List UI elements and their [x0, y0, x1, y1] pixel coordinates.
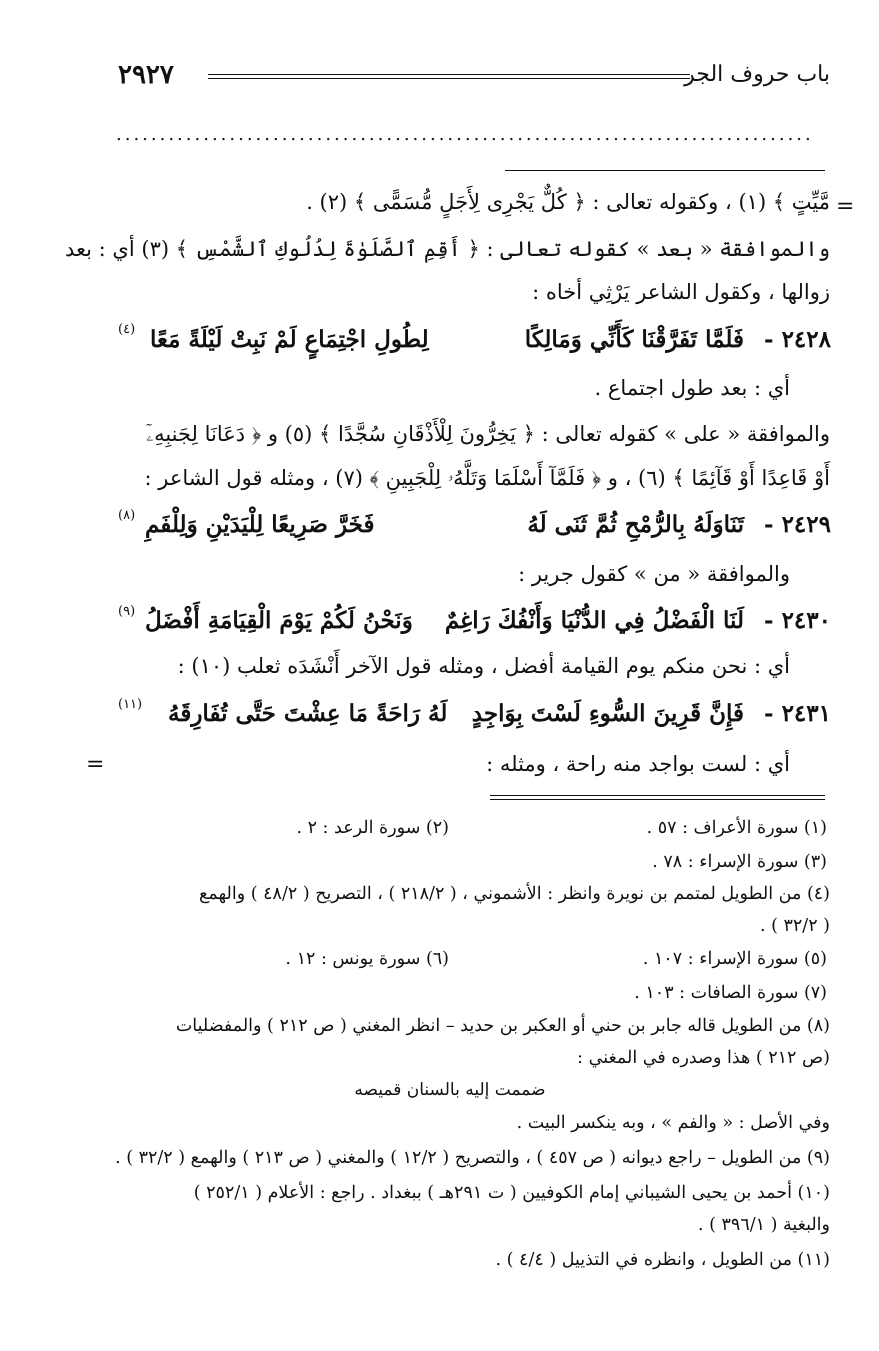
- running-header: [110, 62, 830, 92]
- body-line-3: زوالها ، وكقول الشاعر يَرْثِي أخاه :: [532, 280, 830, 304]
- top-rule: [505, 170, 825, 171]
- footnote-3: (٣) سورة الإسراء : ٧٨ .: [652, 852, 827, 872]
- footnote-1: (١) سورة الأعراف : ٥٧ .: [646, 818, 827, 838]
- verse-number: ٢٤٢٨ -: [764, 326, 831, 353]
- body-line-11: أي : نحن منكم يوم القيامة أفضل ، ومثله قول الآخر أَنْشَدَه ثعلب (١٠) :: [177, 654, 790, 678]
- verse-number: ٢٤٣٠ -: [764, 607, 831, 634]
- footnote-11: (١١) من الطويل ، وانظره في التذييل ( ٤/٤ ) .: [495, 1250, 830, 1270]
- body-line-13: أي : لست بواجد منه راحة ، ومثله :: [486, 752, 790, 776]
- dotted-separator: ................................................................................: [116, 124, 814, 145]
- verse-hemistich-1: لَنَا الْفَضْلُ فِي الدُّنْيَا وَأَنْفُكَ رَاغِمٌ: [444, 607, 744, 634]
- footnote-9: (٩) من الطويل – راجع ديوانه ( ص ٤٥٧ ) ، والتصريح ( ١٢/٢ ) والمغني ( ص ٢١٣ ) والهمع ( ٣٢/٢ ) .: [115, 1148, 830, 1168]
- chapter-title: باب حروف الجر: [684, 62, 830, 87]
- body-line-5: أي : بعد طول اجتماع .: [594, 376, 790, 400]
- footnote-8-cont: (ص ٢١٢ ) هذا وصدره في المغني :: [577, 1048, 830, 1068]
- footnote-rule: [490, 795, 825, 800]
- footnote-4-cont: ( ٣٢/٢ ) .: [759, 916, 830, 936]
- continuation-mark: =: [86, 752, 105, 777]
- footnote-6: (٦) سورة يونس : ١٢ .: [285, 949, 449, 969]
- verse-hemistich-2: وَنَحْنُ لَكُمْ يَوْمَ الْقِيَامَةِ أَفْضَلُ: [145, 607, 413, 634]
- verse-hemistich-1: فَلَمَّا تَفَرَّقْنَا كَأَنِّي وَمَالِكًا: [524, 326, 744, 353]
- body-line-2: والموافقة « بعد » كقوله تعالى : ﴿ أَقِمِ ٱلصَّلَوٰةَ لِدُلُوكِ ٱلشَّمْسِ ﴾ (٣) أي : بعد: [64, 237, 830, 261]
- footnote-ref: (٤): [118, 322, 136, 337]
- footnote-5: (٥) سورة الإسراء : ١٠٧ .: [642, 949, 827, 969]
- footnote-2: (٢) سورة الرعد : ٢ .: [296, 818, 449, 838]
- body-line-7: أَوْ قَاعِدًا أَوْ قَآئِمًا ﴾ (٦) ، و ﴿ فَلَمَّآ أَسْلَمَا وَتَلَّهُۥ لِلْجَبِينِ ﴾ (٧) ، ومثله قول الشاعر :: [144, 466, 830, 490]
- footnote-ref: (١١): [118, 697, 143, 712]
- footnote-4: (٤) من الطويل لمتمم بن نويرة وانظر : الأشموني ، ( ٢١٨/٢ ) ، التصريح ( ٤٨/٢ ) والهمع: [199, 884, 830, 904]
- body-line-6: والموافقة « على » كقوله تعالى : ﴿ يَخِرُّونَ لِلْأَذْقَانِ سُجَّدًا ﴾ (٥) و ﴿ دَعَانَا لِجَنبِهِۦٓ: [146, 422, 830, 446]
- body-line-1: مَّيِّتٍ ﴾ (١) ، وكقوله تعالى : ﴿ كُلٌّ يَجْرِى لِأَجَلٍ مُّسَمًّى ﴾ (٢) .: [306, 190, 830, 214]
- footnote-10-cont: والبغية ( ٣٩٦/١ ) .: [698, 1215, 830, 1235]
- footnote-ref: (٨): [118, 508, 136, 523]
- verse-number: ٢٤٢٩ -: [764, 511, 831, 538]
- footnote-ref: (٩): [118, 604, 136, 619]
- footnote-10: (١٠) أحمد بن يحيى الشيباني إمام الكوفيين ( ت ٢٩١هـ ) ببغداد . راجع : الأعلام ( ٢٥٢/١ ): [193, 1183, 830, 1203]
- verse-hemistich-2: لِطُولِ اجْتِمَاعٍ لَمْ نَبِتْ لَيْلَةً مَعًا: [150, 326, 429, 353]
- footnote-7: (٧) سورة الصافات : ١٠٣ .: [634, 983, 827, 1003]
- footnote-8-note: وفي الأصل : « والفم » ، وبه ينكسر البيت .: [516, 1113, 830, 1133]
- verse-hemistich-1: فَإِنَّ قَرِينَ السُّوءِ لَسْتَ بِوَاجِدٍ: [471, 700, 744, 727]
- verse-hemistich-2: لَهُ رَاحَةً مَا عِشْتَ حَتَّى تُفَارِقَهُ: [168, 700, 448, 727]
- footnote-8: (٨) من الطويل قاله جابر بن حني أو العكبر بن حديد – انظر المغني ( ص ٢١٢ ) والمفضليات: [175, 1016, 830, 1036]
- page-number: ٢٩٢٧: [118, 60, 174, 90]
- continuation-mark: =: [836, 194, 855, 219]
- footnote-8-verse: ضممت إليه بالسنان قميصه: [354, 1080, 546, 1100]
- verse-hemistich-1: تَنَاوَلَهُ بِالرُّمْحِ ثُمَّ ثَنَى لَهُ: [527, 511, 744, 538]
- verse-number: ٢٤٣١ -: [764, 700, 831, 727]
- body-line-9: والموافقة « من » كقول جرير :: [518, 562, 790, 586]
- header-rule: [208, 74, 690, 79]
- verse-hemistich-2: فَخَرَّ صَرِيعًا لِلْيَدَيْنِ وَلِلْفَمِ: [145, 511, 375, 538]
